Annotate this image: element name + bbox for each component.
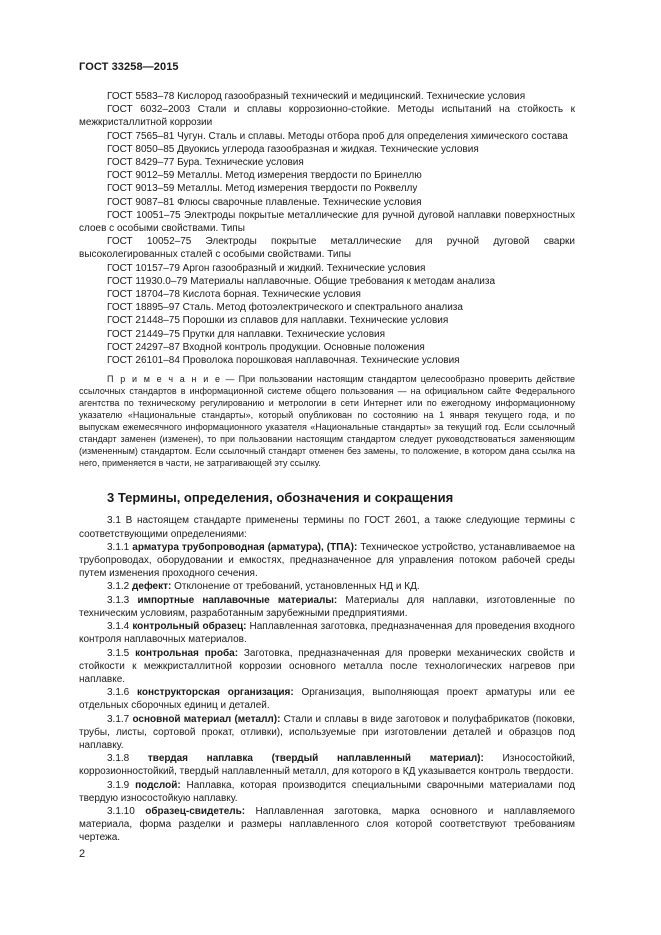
definition-number: 3.1.10 xyxy=(107,805,146,817)
reference-list xyxy=(79,90,575,367)
definition-text: Заготовка, предназначенная для проверки механических свойств и стойкости к межкристаллитной коррозии основного металла после технологических нагревов при наплавке. xyxy=(79,647,575,685)
reference-item: ГОСТ 5583–78 Кислород газообразный технический и медицинский. Технические условия xyxy=(107,91,526,102)
definition-text: Наплавка, которая производится специальными сварочными материалами под твердую износостойкую наплавку. xyxy=(79,779,575,804)
definition-text: Наплавленная заготовка, марка основного и наплавляемого материала, форма разделки и размеры наплавленного слоя которой соответствуют требованиям чертежа. xyxy=(79,805,575,844)
definition-text: Стали и сплавы в виде заготовок и полуфабрикатов (поковки, трубы, листы, сортовой прокат, отливки), используемые при изготовлении деталей и образцов под наплавку. xyxy=(79,713,575,751)
document-header: ГОСТ 33258—2015 xyxy=(79,61,179,73)
definition-term: основной материал (металл): xyxy=(132,713,281,725)
reference-item: ГОСТ 8050–85 Двуокись углерода газообразная и жидкая. Технические условия xyxy=(107,143,479,155)
definition-text: Отклонение от требований, установленных НД и КД. xyxy=(171,581,420,593)
definition-number: 3.1.6 xyxy=(107,687,137,699)
reference-item: ГОСТ 9087–81 Флюсы сварочные плавленые. Технические условия xyxy=(107,196,422,208)
section-title: 3 Термины, определения, обозначения и сокращения xyxy=(107,490,454,506)
reference-item: ГОСТ 24297–87 Входной контроль продукции. Основные положения xyxy=(107,341,425,353)
note-paragraph xyxy=(79,373,575,469)
definition-item xyxy=(79,713,575,753)
reference-item: ГОСТ 26101–84 Проволока порошковая наплавочная. Технические условия xyxy=(107,355,460,367)
definition-term: твердая наплавка (твердый наплавленный материал): xyxy=(147,753,484,765)
definition-item xyxy=(79,647,575,687)
reference-item: ГОСТ 10157–79 Аргон газообразный и жидкий. Технические условия xyxy=(107,262,426,274)
definition-term: дефект: xyxy=(132,581,172,593)
page-number: 2 xyxy=(79,848,86,860)
definition-text: Техническое устройство, устанавливаемое на трубопроводах, оборудовании и емкостях, предназначенное для управления потоком рабочей среды путем изменения проходного сечения. xyxy=(79,541,575,580)
definition-term: подслой: xyxy=(135,779,181,791)
reference-item: ГОСТ 6032–2003 Стали и сплавы коррозионно-стойкие. Методы испытаний на стойкость к межкристаллитной коррозии xyxy=(79,104,575,129)
definition-number: 3.1.4 xyxy=(107,621,133,633)
reference-item: ГОСТ 21448–75 Порошки из сплавов для наплавки. Технические условия xyxy=(107,315,449,327)
definition-number: 3.1.9 xyxy=(107,779,136,791)
intro-paragraph: 3.1 В настоящем стандарте применены термины по ГОСТ 2601, а также следующие термины с соответствующими определениями: xyxy=(79,515,575,540)
definition-item xyxy=(79,752,575,778)
definition-item xyxy=(79,686,575,712)
definition-term: арматура трубопроводная (арматура), (ТПА): xyxy=(132,541,358,553)
definition-term: импортные наплавочные материалы: xyxy=(137,594,338,606)
definition-number: 3.1.2 xyxy=(107,581,133,593)
reference-item: ГОСТ 18895–97 Сталь. Метод фотоэлектрического и спектрального анализа xyxy=(107,302,463,314)
definition-text: Наплавленная заготовка, предназначенная для проведения входного контроля наплавочных материалов. xyxy=(79,621,575,646)
definition-number: 3.1.5 xyxy=(107,647,136,659)
definition-item xyxy=(79,580,575,593)
reference-item: ГОСТ 9013–59 Металлы. Метод измерения твердости по Роквеллу xyxy=(107,183,418,195)
definition-text: Организация, выполняющая проект арматуры или ее отдельных сборочных единиц и деталей. xyxy=(79,687,575,712)
reference-item: ГОСТ 7565–81 Чугун. Сталь и сплавы. Методы отбора проб для определения химического состава xyxy=(107,130,568,142)
reference-item: ГОСТ 9012–59 Металлы. Метод измерения твердости по Бринеллю xyxy=(107,170,422,182)
definition-item xyxy=(79,620,575,646)
definition-term: образец-свидетель: xyxy=(145,805,246,817)
reference-item: ГОСТ 18704–78 Кислота борная. Технические условия xyxy=(107,289,361,301)
reference-item: ГОСТ 10051–75 Электроды покрытые металлические для ручной дуговой наплавки поверхностных слоев с особыми свойствами. Типы xyxy=(79,209,575,235)
reference-item: ГОСТ 10052–75 Электроды покрытые металлические для ручной дуговой сварки высоколегированных сталей с особыми свойствами. Типы xyxy=(79,236,575,261)
definition-number: 3.1.1 xyxy=(107,541,133,553)
definition-item xyxy=(79,594,575,620)
definition-item xyxy=(79,541,575,581)
definition-term: контрольная проба: xyxy=(135,647,239,659)
definition-number: 3.1.8 xyxy=(107,753,148,765)
definitions-list xyxy=(79,541,575,845)
definition-item xyxy=(79,805,575,845)
reference-item: ГОСТ 11930.0–79 Материалы наплавочные. Общие требования к методам анализа xyxy=(107,275,496,287)
definition-number: 3.1.3 xyxy=(107,594,138,606)
note-text: — При пользовании настоящим стандартом целесообразно проверить действие ссылочных стандартов в информационной системе общего пользования — на официальном сайте Федерального агентства по техническому регулированию и метрологии в сети Интернет или по ежегодному информационному указателю «Национальные стандарты», который опубликован по состоянию на 1 января текущего года, и по выпускам ежемесячного информационного указателя «Национальные стандарты» за текущий год. Если ссылочный стандарт заменен (изменен), то при пользовании настоящим стандартом следует руководствоваться заменяющим (измененным) стандартом. Если ссылочный стандарт отменен без замены, то положение, в котором дана ссылка на него, применяется в части, не затрагивающей эту ссылку. xyxy=(79,374,575,469)
definition-term: конструкторская организация: xyxy=(137,687,294,699)
reference-item: ГОСТ 21449–75 Прутки для наплавки. Технические условия xyxy=(107,328,386,340)
definition-term: контрольный образец: xyxy=(132,621,247,633)
note-label: П р и м е ч а н и е xyxy=(107,374,222,385)
reference-item: ГОСТ 8429–77 Бура. Технические условия xyxy=(107,157,304,169)
definition-text: Износостойкий, коррозионностойкий, твердый наплавленный металл, для которого в КД указывается контроль твердости. xyxy=(79,753,575,778)
definition-item xyxy=(79,779,575,805)
definition-number: 3.1.7 xyxy=(107,713,133,725)
document-body xyxy=(79,90,575,845)
definition-text: Материалы для наплавки, изготовленные по техническим условиям, разработанным зарубежными предприятиями. xyxy=(79,594,575,619)
